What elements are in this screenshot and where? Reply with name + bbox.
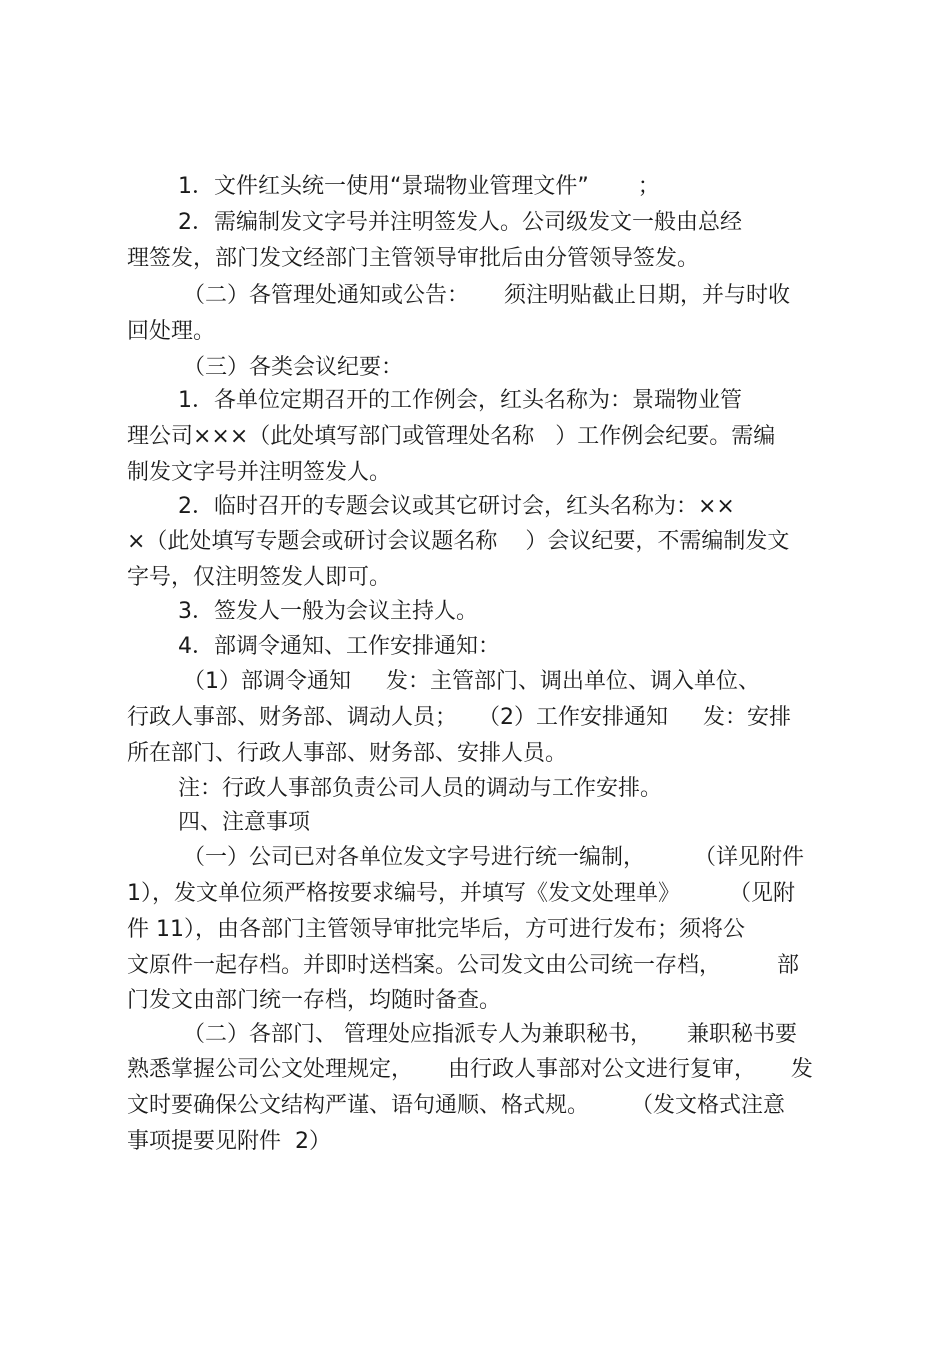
paragraph-line: 件 11），由各部门主管领导审批完毕后，方可进行发布；须将公 [127, 917, 745, 942]
paragraph-line: 制发文字号并注明签发人。 [127, 460, 392, 485]
section-heading: 四、注意事项 [178, 810, 311, 835]
paragraph-line: 1．文件红头统一使用“景瑞物业管理文件” ； [178, 174, 660, 199]
paragraph-line: 理签发，部门发文经部门主管领导审批后由分管领导签发。 [127, 246, 700, 271]
paragraph-line: 门发文由部门统一存档，均随时备查。 [127, 988, 502, 1013]
paragraph-line: （一）公司已对各单位发文字号进行统一编制， （详见附件 [183, 845, 804, 870]
paragraph-line: 回处理。 [127, 319, 216, 344]
paragraph-line: 文时要确保公文结构严谨、语句通顺、格式规。 （发文格式注意 [127, 1093, 785, 1118]
paragraph-line: 1．各单位定期召开的工作例会，红头名称为：景瑞物业管 [178, 388, 742, 413]
paragraph-line: （二）各管理处通知或公告： 须注明贴截止日期，并与时收 [183, 283, 790, 308]
paragraph-line: 行政人事部、财务部、调动人员； （2）工作安排通知 发：安排 [127, 705, 791, 730]
paragraph-line: （1）部调令通知 发：主管部门、调出单位、调入单位、 [183, 669, 760, 694]
paragraph-line: 理公司×××（此处填写部门或管理处名称 ）工作例会纪要。需编 [127, 424, 776, 449]
paragraph-line: 1），发文单位须严格按要求编号，并填写《发文处理单》 （见附 [127, 881, 795, 906]
paragraph-line: 文原件一起存档。并即时送档案。公司发文由公司统一存档， 部 [127, 953, 799, 978]
paragraph-line: （三）各类会议纪要： [183, 355, 404, 380]
paragraph-line: 3．签发人一般为会议主持人。 [178, 599, 478, 624]
paragraph-line: 字号，仅注明签发人即可。 [127, 565, 392, 590]
paragraph-line: 4．部调令通知、工作安排通知： [178, 634, 500, 659]
paragraph-line: 事项提要见附件 2） [127, 1129, 331, 1154]
paragraph-line: 2．临时召开的专题会议或其它研讨会，红头名称为：×× [178, 494, 735, 519]
paragraph-line: （二）各部门、 管理处应指派专人为兼职秘书， 兼职秘书要 [183, 1022, 797, 1047]
paragraph-line: 注：行政人事部负责公司人员的调动与工作安排。 [178, 776, 663, 801]
paragraph-line: 所在部门、行政人事部、财务部、安排人员。 [127, 741, 568, 766]
paragraph-line: 熟悉掌握公司公文处理规定， 由行政人事部对公文进行复审， 发 [127, 1057, 813, 1082]
paragraph-line: ×（此处填写专题会或研讨会议题名称 ）会议纪要，不需编制发文 [127, 529, 790, 554]
paragraph-line: 2．需编制发文字号并注明签发人。公司级发文一般由总经 [178, 210, 742, 235]
